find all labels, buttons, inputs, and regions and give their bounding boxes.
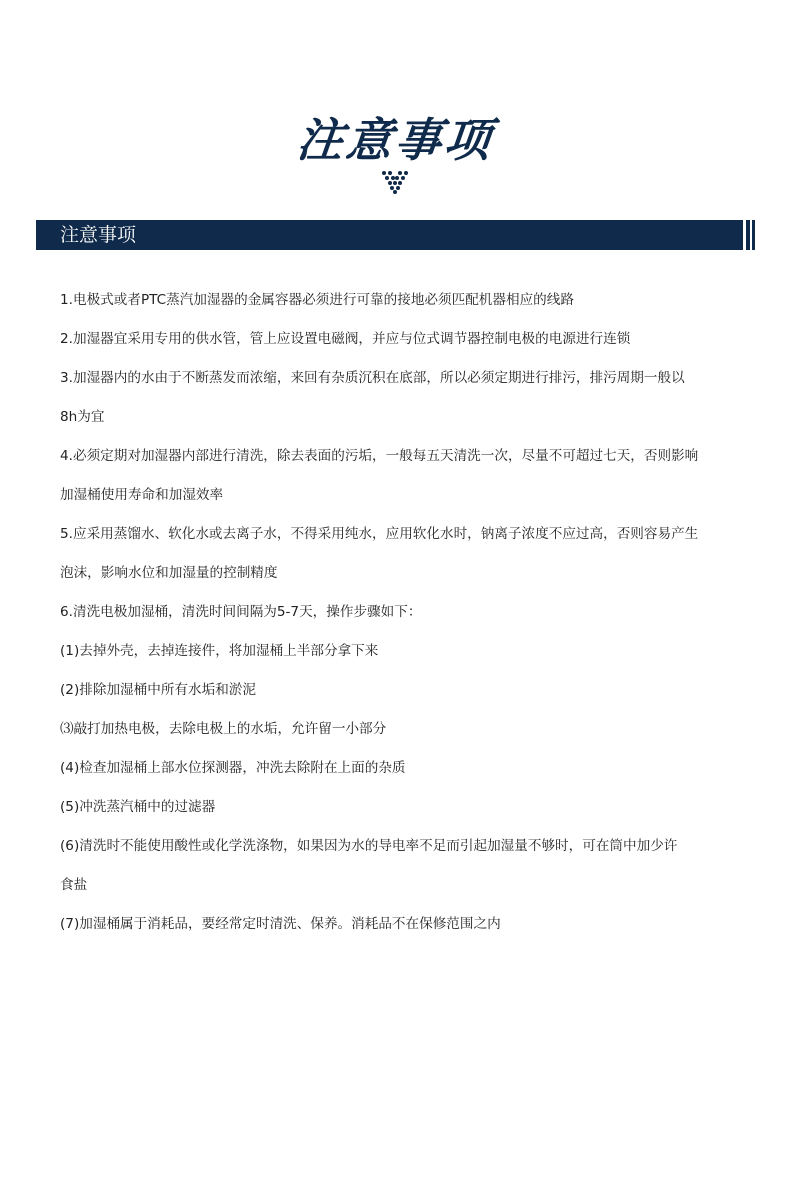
section-bar-stripe — [746, 220, 750, 250]
section-header-bar — [36, 220, 743, 250]
note-line: 2.加湿器宜采用专用的供水管，管上应设置电磁阀，并应与位式调节器控制电极的电源进行连锁 — [60, 331, 631, 347]
note-line: 6.清洗电极加湿桶，清洗时间间隔为5-7天，操作步骤如下： — [60, 604, 422, 620]
note-line: ⑶敲打加热电极，去除电极上的水垢，允许留一小部分 — [60, 721, 387, 737]
notes-list — [60, 281, 740, 944]
note-line: 泡沫，影响水位和加湿量的控制精度 — [60, 565, 278, 581]
note-line: 4.必须定期对加湿器内部进行清洗，除去表面的污垢，一般每五天清洗一次，尽量不可超过七天，否则影响 — [60, 448, 699, 464]
note-line: 5.应采用蒸馏水、软化水或去离子水，不得采用纯水，应用软化水时，钠离子浓度不应过高，否则容易产生 — [60, 526, 699, 542]
note-line: (2)排除加湿桶中所有水垢和淤泥 — [60, 682, 256, 698]
note-line: 食盐 — [60, 877, 88, 893]
note-line: 3.加湿器内的水由于不断蒸发而浓缩，来回有杂质沉积在底部，所以必须定期进行排污，排污周期一般以 — [60, 370, 685, 386]
note-line: 8h为宜 — [60, 409, 105, 425]
note-line: (7)加湿桶属于消耗品，要经常定时清洗、保养。消耗品不在保修范围之内 — [60, 916, 501, 932]
note-line: (6)清洗时不能使用酸性或化学洗涤物，如果因为水的导电率不足而引起加湿量不够时，可在筒中加少许 — [60, 838, 678, 854]
page-title: 注意事项 — [294, 113, 497, 167]
note-line: (4)检查加湿桶上部水位探测器，冲洗去除附在上面的杂质 — [60, 760, 406, 776]
note-line: 1.电极式或者PTC蒸汽加湿器的金属容器必须进行可靠的接地必须匹配机器相应的线路 — [60, 292, 574, 308]
decorative-dots-icon — [381, 170, 409, 194]
section-header-label: 注意事项 — [60, 224, 137, 246]
note-line: (1)去掉外壳，去掉连接件，将加湿桶上半部分拿下来 — [60, 643, 379, 659]
section-bar-stripe — [752, 220, 755, 250]
note-line: 加湿桶使用寿命和加湿效率 — [60, 487, 224, 503]
note-line: (5)冲洗蒸汽桶中的过滤器 — [60, 799, 216, 815]
